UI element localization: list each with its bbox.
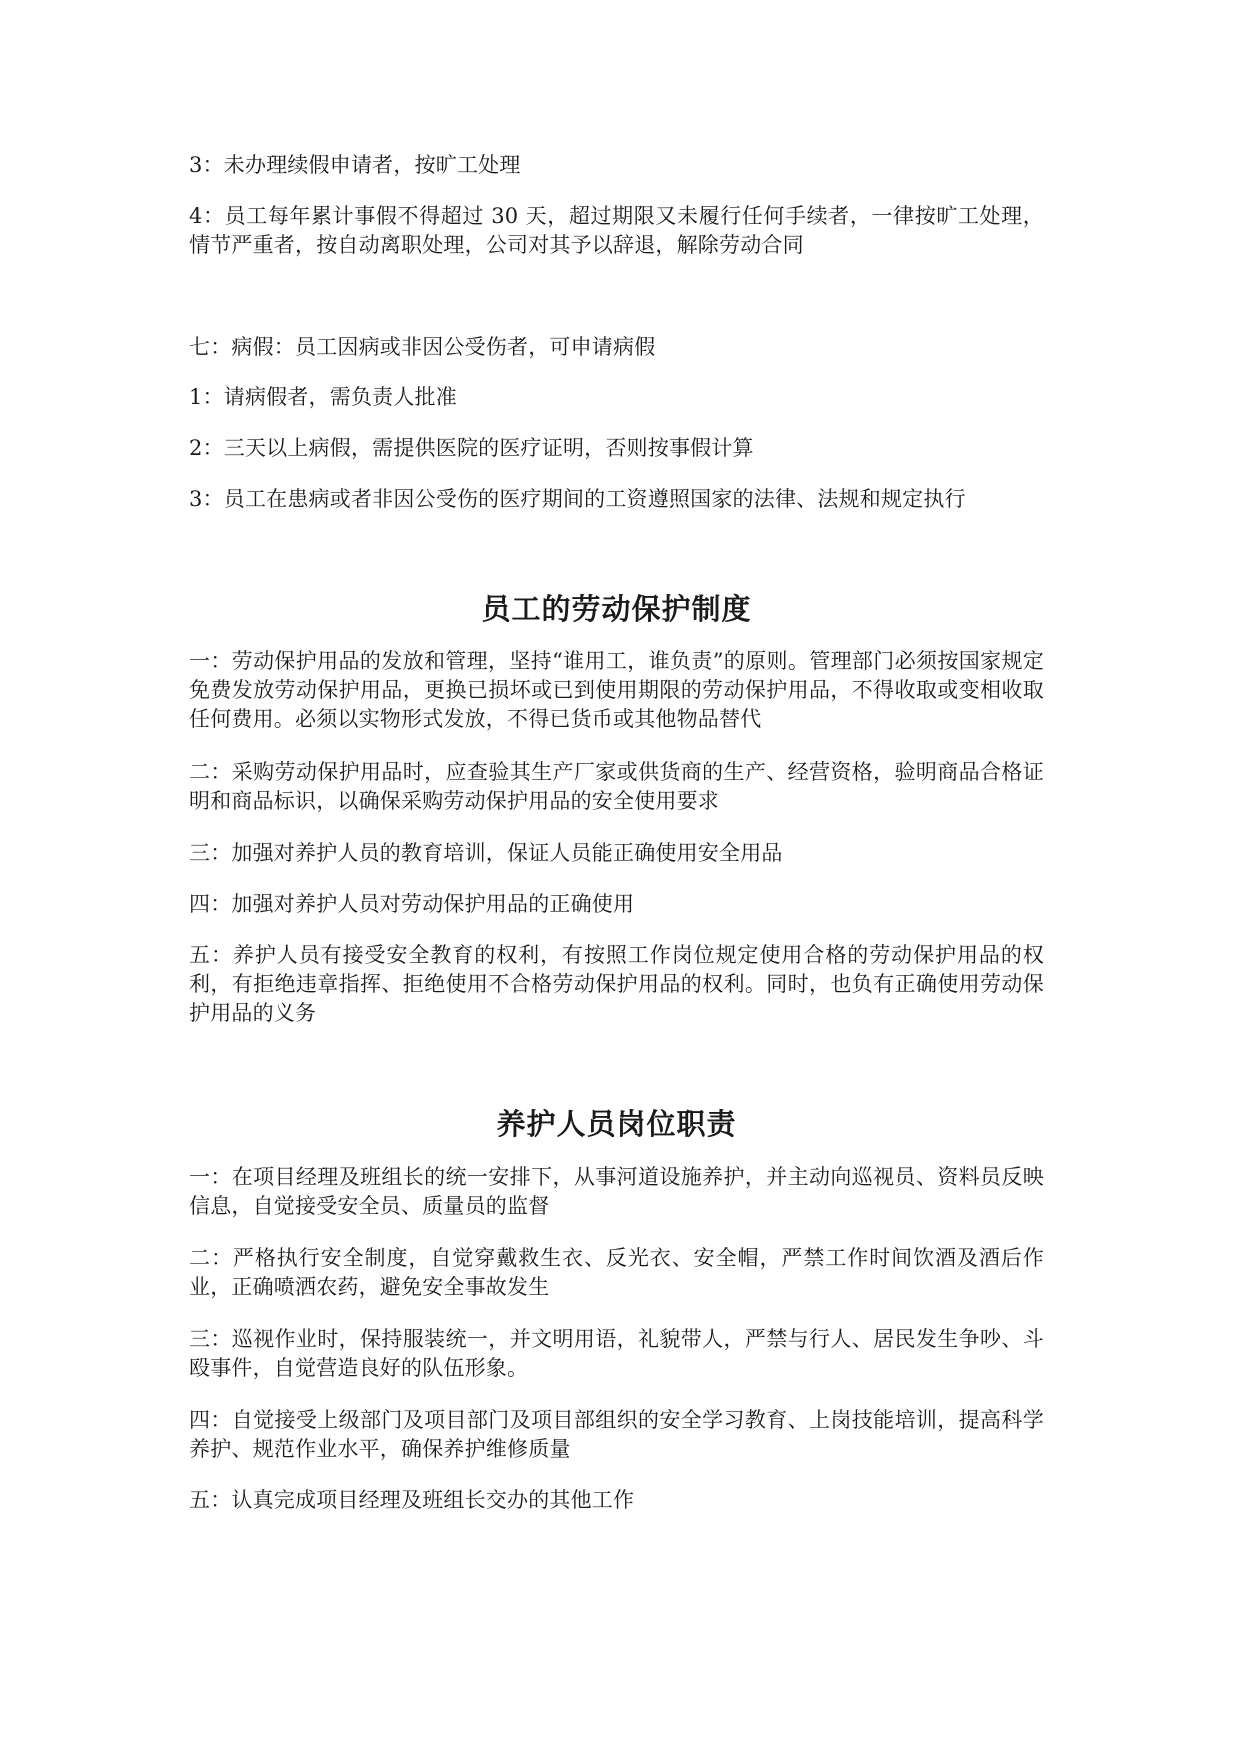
paragraph: 四：自觉接受上级部门及项目部门及项目部组织的安全学习教育、上岗技能培训，提高科学养护、规范作业水平，确保养护维修质量 <box>189 1408 1044 1461</box>
labor-protection-title: 员工的劳动保护制度 <box>481 592 752 626</box>
paragraph: 三：加强对养护人员的教育培训，保证人员能正确使用安全用品 <box>189 841 783 865</box>
paragraph: 五：养护人员有接受安全教育的权利，有按照工作岗位规定使用合格的劳动保护用品的权利，有拒绝违章指挥、拒绝使用不合格劳动保护用品的权利。同时，也负有正确使用劳动保护用品的义务 <box>189 943 1044 1025</box>
duties-title: 养护人员岗位职责 <box>496 1107 737 1141</box>
labor-protection-item-5 <box>189 941 1044 1028</box>
paragraph: 1：请病假者，需负责人批准 <box>189 385 457 409</box>
leave-item-4 <box>189 202 1044 260</box>
sick-leave-item-1 <box>189 383 1044 412</box>
duties-item-5 <box>189 1486 1044 1515</box>
duties-item-2 <box>189 1244 1044 1302</box>
paragraph: 一：劳动保护用品的发放和管理，坚持“谁用工，谁负责”的原则。管理部门必须按国家规定免费发放劳动保护用品，更换已损坏或已到使用期限的劳动保护用品，不得收取或变相收取任何费用。必须以实物形式发放，不得已货币或其他物品替代 <box>189 649 1044 731</box>
paragraph: 4：员工每年累计事假不得超过 30 天，超过期限又未履行任何手续者，一律按旷工处理，情节严重者，按自动离职处理，公司对其予以辞退，解除劳动合同 <box>189 204 1044 257</box>
labor-protection-item-3 <box>189 839 1044 868</box>
paragraph: 三：巡视作业时，保持服装统一，并文明用语，礼貌带人，严禁与行人、居民发生争吵、斗殴事件，自觉营造良好的队伍形象。 <box>189 1327 1044 1380</box>
leave-item-3 <box>189 151 1044 180</box>
duties-item-1 <box>189 1163 1044 1221</box>
paragraph: 3：未办理续假申请者，按旷工处理 <box>189 153 521 177</box>
paragraph: 一：在项目经理及班组长的统一安排下，从事河道设施养护，并主动向巡视员、资料员反映信息，自觉接受安全员、质量员的监督 <box>189 1165 1044 1218</box>
paragraph: 2：三天以上病假，需提供医院的医疗证明，否则按事假计算 <box>189 436 754 460</box>
labor-protection-item-4 <box>189 890 1044 919</box>
labor-protection-item-1 <box>189 647 1044 734</box>
sick-leave-heading <box>189 333 1044 362</box>
paragraph: 二：严格执行安全制度，自觉穿戴救生衣、反光衣、安全帽，严禁工作时间饮酒及酒后作业，正确喷洒农药，避免安全事故发生 <box>189 1246 1044 1299</box>
labor-protection-item-2 <box>189 758 1044 816</box>
paragraph: 二：采购劳动保护用品时，应查验其生产厂家或供货商的生产、经营资格，验明商品合格证明和商品标识，以确保采购劳动保护用品的安全使用要求 <box>189 760 1044 813</box>
sick-leave-item-3 <box>189 485 1044 514</box>
sick-leave-item-2 <box>189 434 1044 463</box>
paragraph: 3：员工在患病或者非因公受伤的医疗期间的工资遵照国家的法律、法规和规定执行 <box>189 487 966 511</box>
duties-item-3 <box>189 1325 1044 1383</box>
paragraph: 七：病假：员工因病或非因公受伤者，可申请病假 <box>189 335 656 359</box>
paragraph: 五：认真完成项目经理及班组长交办的其他工作 <box>189 1488 635 1512</box>
duties-item-4 <box>189 1406 1044 1464</box>
paragraph: 四：加强对养护人员对劳动保护用品的正确使用 <box>189 892 635 916</box>
